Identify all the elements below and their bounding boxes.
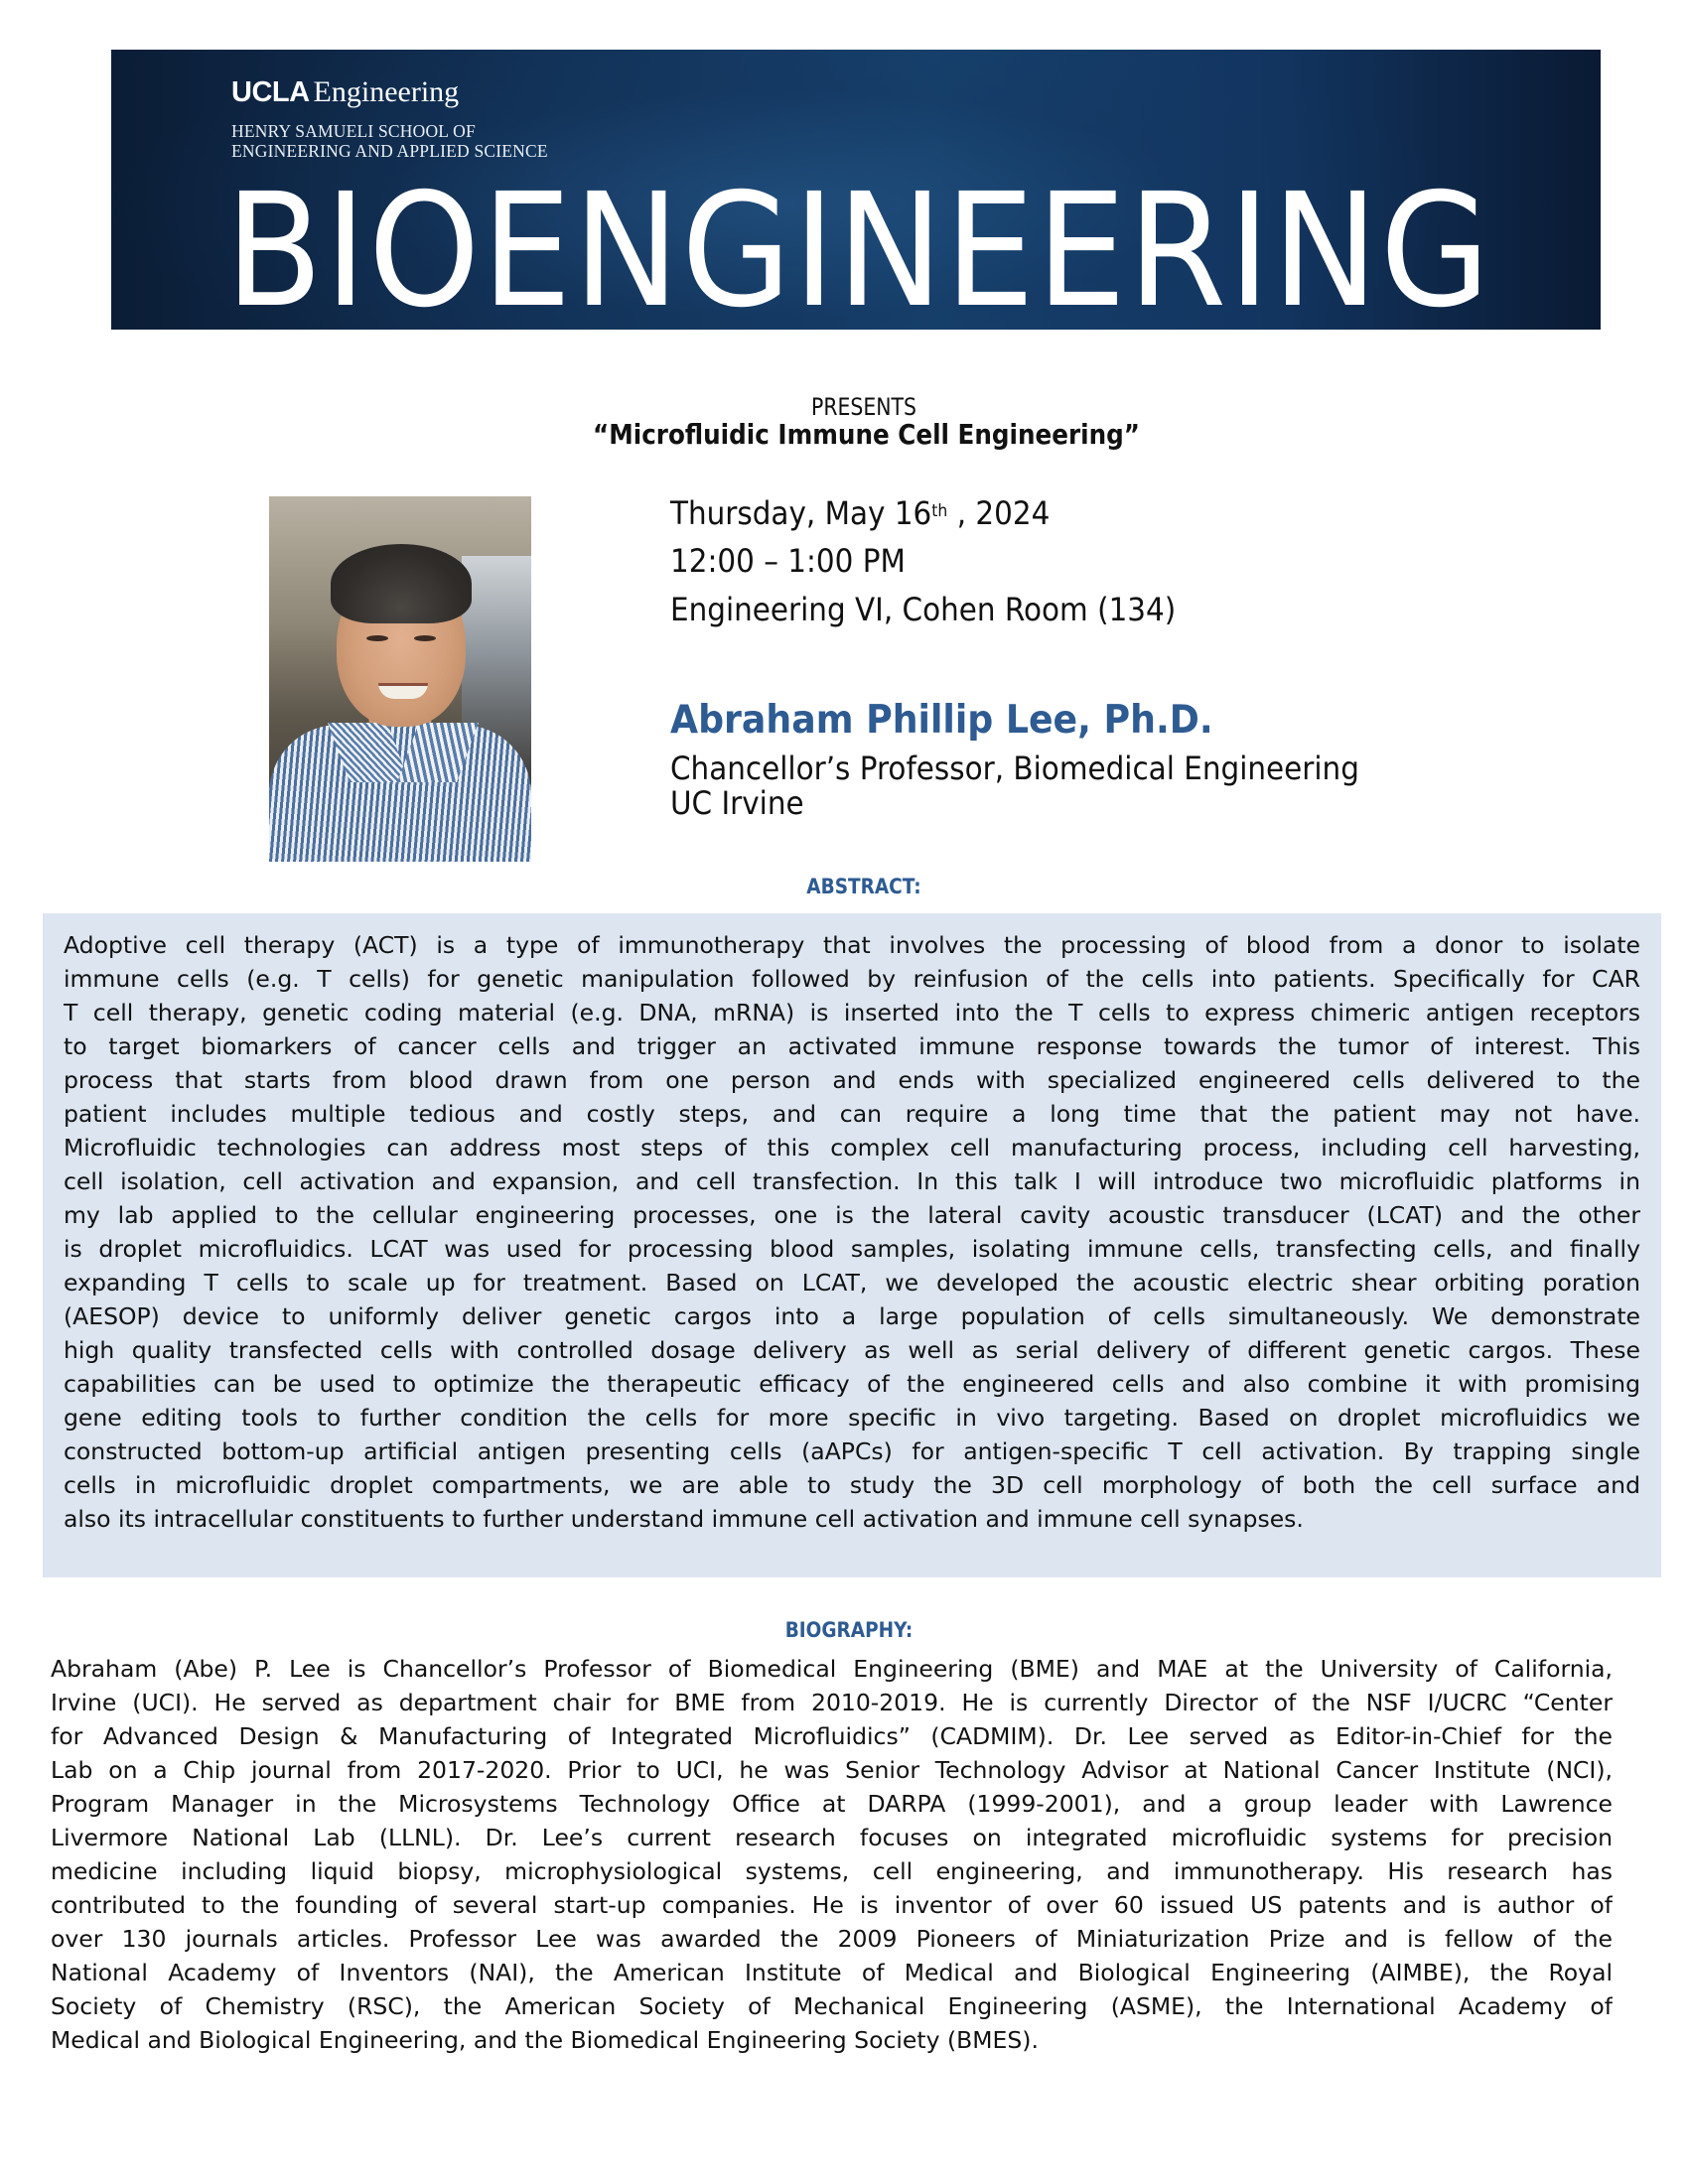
biography-line: National Academy of Inventors (NAI), the American Institute of Medical and Biological Engineering (AIMBE), the Royal [51, 1959, 1613, 1986]
abstract-box [43, 913, 1661, 1577]
biography-line: Program Manager in the Microsystems Technology Office at DARPA (1999-2001), and a group leader with Lawrence [51, 1790, 1613, 1818]
biography-text [51, 1652, 1613, 2057]
biography-heading: BIOGRAPHY: [784, 1618, 914, 1642]
abstract-line: cell isolation, cell activation and expansion, and cell transfection. In this talk I will introduce two microfluidic platforms in [64, 1167, 1640, 1195]
abstract-line: to target biomarkers of cancer cells and trigger an activated immune response towards the tumor of interest. This [64, 1032, 1640, 1060]
photo-shirt [269, 725, 531, 862]
abstract-line: T cell therapy, genetic coding material (e.g. DNA, mRNA) is inserted into the T cells to express chimeric antigen receptors [64, 999, 1640, 1026]
abstract-line: cells in microfluidic droplet compartments, we are able to study the 3D cell morphology of both the cell surface and [64, 1471, 1640, 1499]
ucla-engineering-logo [231, 77, 459, 107]
event-time: 12:00 – 1:00 PM [670, 542, 906, 580]
event-date-ordinal: th [931, 501, 948, 521]
header-banner [111, 50, 1601, 330]
event-date-year: , 2024 [947, 494, 1051, 532]
biography-line: Abraham (Abe) P. Lee is Chancellor’s Professor of Biomedical Engineering (BME) and MAE at the University of California, [51, 1655, 1613, 1683]
event-date-main: Thursday, May 16 [670, 494, 932, 532]
event-venue: Engineering VI, Cohen Room (134) [670, 591, 1177, 628]
abstract-line: high quality transfected cells with controlled dosage delivery as well as serial delivery of different genetic cargos. These [64, 1336, 1640, 1364]
abstract-line: gene editing tools to further condition the cells for more specific in vivo targeting. Based on droplet microfluidics we [64, 1404, 1640, 1432]
biography-line: Lab on a Chip journal from 2017-2020. Prior to UCI, he was Senior Technology Advisor at National Cancer Institute (NCI), [51, 1756, 1613, 1784]
photo-hair [331, 544, 472, 623]
abstract-heading: ABSTRACT: [806, 875, 921, 898]
speaker-title: Chancellor’s Professor, Biomedical Engineering [670, 750, 1359, 787]
abstract-line: constructed bottom-up artificial antigen presenting cells (aAPCs) for antigen-specific T cell activation. By trapping single [64, 1437, 1640, 1465]
biography-line: over 130 journals articles. Professor Lee was awarded the 2009 Pioneers of Miniaturization Prize and is fellow of the [51, 1925, 1613, 1953]
abstract-line: process that starts from blood drawn from one person and ends with specialized engineered cells delivered to the [64, 1066, 1640, 1094]
abstract-line: capabilities can be used to optimize the therapeutic efficacy of the engineered cells and also combine it with promising [64, 1370, 1640, 1398]
biography-line: Society of Chemistry (RSC), the American Society of Mechanical Engineering (ASME), the International Academy of [51, 1992, 1613, 2020]
speaker-photo [269, 496, 531, 862]
engineering-wordmark: Engineering [313, 75, 460, 108]
ucla-wordmark: UCLA [231, 76, 310, 108]
biography-line: medicine including liquid biopsy, microphysiological systems, cell engineering, and immunotherapy. His research has [51, 1857, 1613, 1885]
abstract-line: my lab applied to the cellular engineering processes, one is the lateral cavity acoustic transducer (LCAT) and the other [64, 1201, 1640, 1229]
school-name-line2: ENGINEERING AND APPLIED SCIENCE [231, 141, 548, 161]
talk-title: “Microfluidic Immune Cell Engineering” [593, 418, 1140, 451]
biography-line: for Advanced Design & Manufacturing of Integrated Microfluidics” (CADMIM). Dr. Lee served as Editor-in-Chief for the [51, 1722, 1613, 1750]
photo-eye-right [414, 635, 436, 641]
abstract-line: Microfluidic technologies can address most steps of this complex cell manufacturing process, including cell harvesting, [64, 1134, 1640, 1161]
abstract-text [64, 928, 1640, 1536]
school-name-line1: HENRY SAMUELI SCHOOL OF [231, 121, 476, 141]
biography-line: Livermore National Lab (LLNL). Dr. Lee’s current research focuses on integrated microfluidic systems for precision [51, 1824, 1613, 1851]
abstract-line: (AESOP) device to uniformly deliver genetic cargos into a large population of cells simultaneously. We demonstrate [64, 1302, 1640, 1330]
biography-line: contributed to the founding of several start-up companies. He is inventor of over 60 issued US patents and is author of [51, 1891, 1613, 1919]
speaker-affiliation: UC Irvine [670, 784, 804, 822]
presents-label: PRESENTS [811, 393, 916, 421]
event-date [670, 493, 1050, 533]
school-name [231, 121, 548, 161]
abstract-line: also its intracellular constituents to further understand immune cell activation and immune cell synapses. [64, 1505, 1304, 1533]
abstract-line: is droplet microfluidics. LCAT was used for processing blood samples, isolating immune cells, transfecting cells, and finally [64, 1235, 1640, 1263]
photo-eye-left [366, 635, 388, 641]
biography-line: Irvine (UCI). He served as department chair for BME from 2010-2019. He is currently Director of the NSF I/UCRC “Center [51, 1689, 1613, 1716]
biography-line: Medical and Biological Engineering, and the Biomedical Engineering Society (BMES). [51, 2026, 1039, 2054]
department-title: BIOENGINEERING [225, 160, 1492, 330]
speaker-name: Abraham Phillip Lee, Ph.D. [670, 698, 1213, 743]
abstract-line: immune cells (e.g. T cells) for genetic manipulation followed by reinfusion of the cells into patients. Specifically for CAR [64, 965, 1640, 993]
abstract-line: expanding T cells to scale up for treatment. Based on LCAT, we developed the acoustic electric shear orbiting poration [64, 1269, 1640, 1297]
abstract-line: Adoptive cell therapy (ACT) is a type of immunotherapy that involves the processing of blood from a donor to isolate [64, 931, 1640, 959]
abstract-line: patient includes multiple tedious and costly steps, and can require a long time that the patient may not have. [64, 1100, 1640, 1128]
